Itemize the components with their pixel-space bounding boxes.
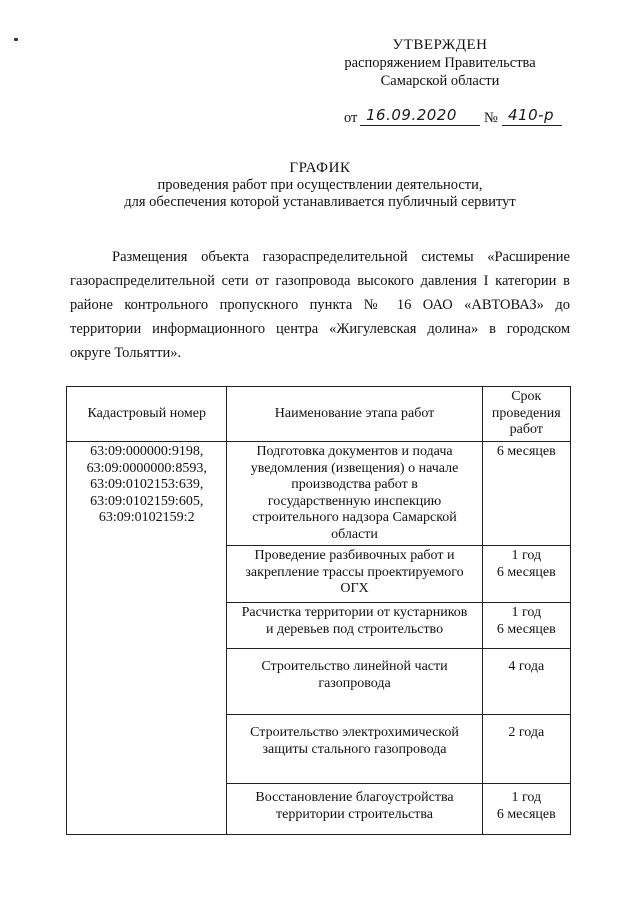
- stage-cell: Строительство электрохимической защиты стального газопровода: [227, 715, 482, 784]
- schedule-table: [66, 386, 571, 835]
- approval-stamp-block: [330, 36, 550, 90]
- approval-line-2: Самарской области: [380, 73, 500, 89]
- scan-speck: [14, 38, 18, 41]
- order-number-underline: [502, 125, 562, 126]
- document-title: [60, 160, 580, 211]
- order-date-handwritten: 16.09.2020: [366, 106, 457, 124]
- order-number-handwritten: 410-р: [508, 106, 555, 124]
- title-line-2: для обеспечения которой устанавливается публичный сервитут: [124, 194, 516, 210]
- term-cell: 1 год 6 месяцев: [482, 784, 570, 835]
- title-heading: ГРАФИК: [289, 160, 351, 176]
- header-stage: Наименование этапа работ: [227, 387, 482, 442]
- cadastral-numbers-cell: 63:09:000000:9198, 63:09:0000000:8593, 63:09:0102153:639, 63:09:0102159:605, 63:09:0102159:2: [67, 442, 227, 835]
- intro-text: Размещения объекта газораспределительной системы «Расширение газораспределительной сети от газопровода высокого давления I категории в районе контрольного пропускного пункта № 16 ОАО «АВТОВАЗ» до территории информационного центра «Жигулевская долина» в городском округе Тольятти».: [70, 249, 570, 361]
- term-cell: 1 год 6 месяцев: [482, 546, 570, 603]
- order-date-prefix: от: [344, 110, 358, 126]
- term-cell: 2 года: [482, 715, 570, 784]
- approval-line-1: распоряжением Правительства: [344, 55, 536, 71]
- term-cell: 6 месяцев: [482, 442, 570, 546]
- order-number-prefix: №: [484, 110, 498, 126]
- term-cell: 1 год 6 месяцев: [482, 603, 570, 649]
- stage-cell: Проведение разбивочных работ и закрепление трассы проектируемого ОГХ: [227, 546, 482, 603]
- header-cadastral: Кадастровый номер: [67, 387, 227, 442]
- approval-heading: УТВЕРЖДЕН: [392, 37, 488, 53]
- term-cell: 4 года: [482, 649, 570, 715]
- stage-cell: Подготовка документов и подача уведомления (извещения) о начале производства работ в государственную инспекцию строительного надзора Самарской области: [227, 442, 482, 546]
- title-line-1: проведения работ при осуществлении деятельности,: [157, 177, 483, 193]
- order-date-number: [344, 106, 574, 130]
- stage-cell: Восстановление благоустройства территории строительства: [227, 784, 482, 835]
- table-row: [67, 442, 571, 546]
- table-header-row: [67, 387, 571, 442]
- order-date-underline: [360, 125, 480, 126]
- stage-cell: Строительство линейной части газопровода: [227, 649, 482, 715]
- header-term: Срок проведения работ: [482, 387, 570, 442]
- stage-cell: Расчистка территории от кустарников и деревьев под строительство: [227, 603, 482, 649]
- intro-paragraph: [70, 245, 570, 365]
